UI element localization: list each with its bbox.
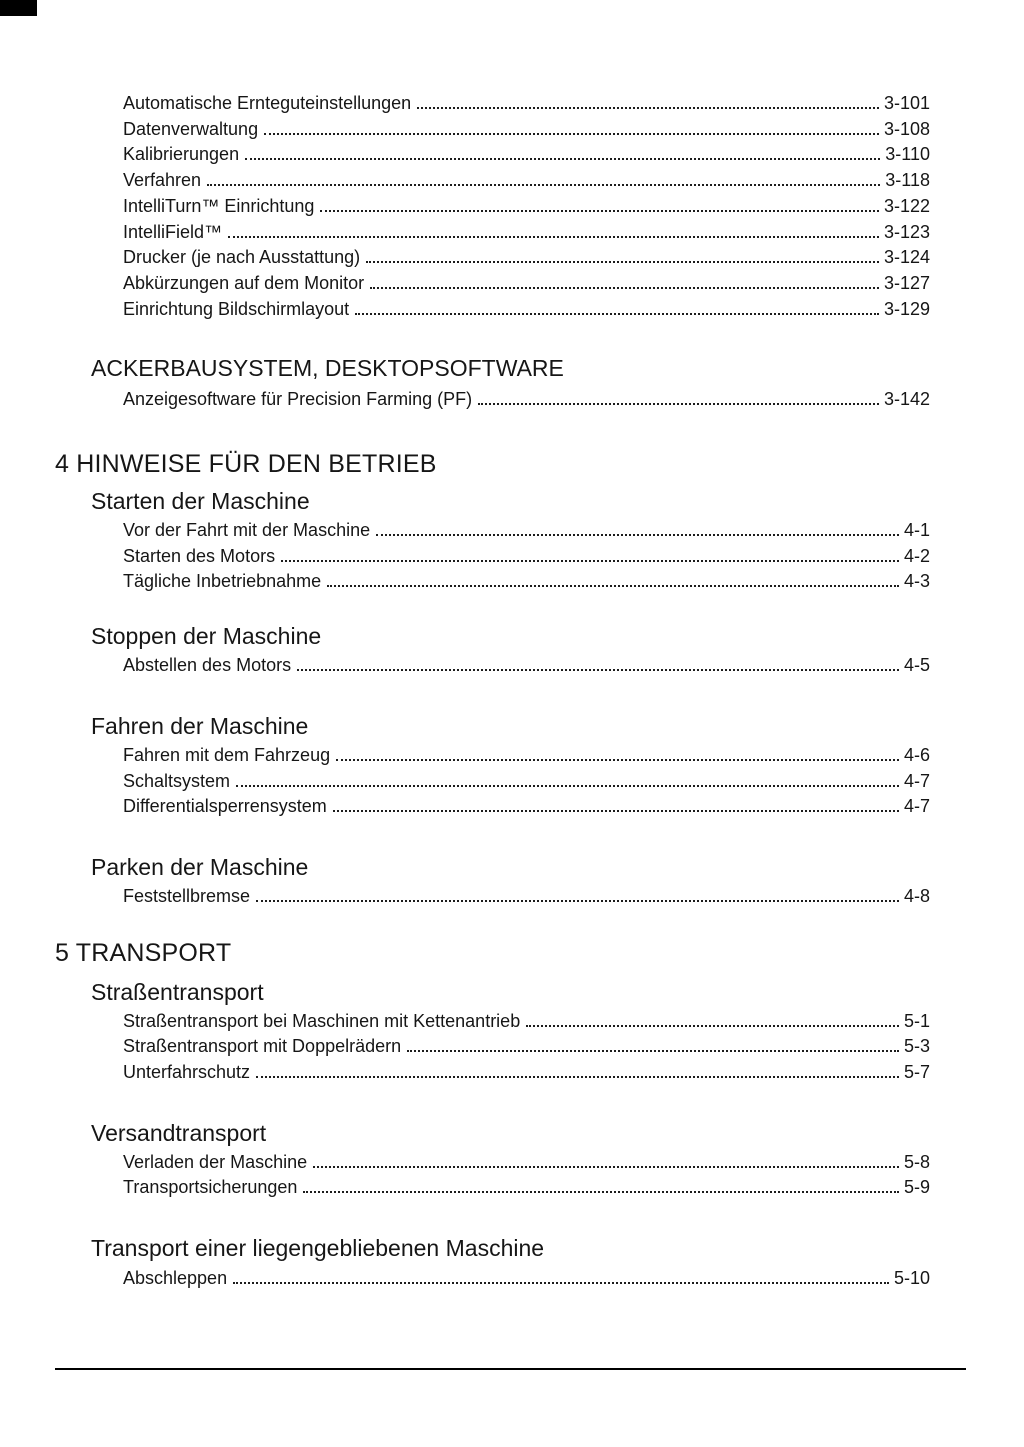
dot-leader — [333, 810, 899, 812]
toc-entry-page: 4-2 — [903, 545, 930, 566]
toc-entries — [0, 1266, 1024, 1292]
dot-leader — [228, 236, 879, 238]
section-heading: Versandtransport — [91, 1119, 267, 1146]
dot-leader — [256, 900, 899, 902]
toc-entries-chapter3 — [0, 91, 1024, 322]
toc-entries-ackerbausystem — [0, 387, 1024, 413]
toc-entry-label: Transportsicherungen — [123, 1177, 298, 1198]
footer-rule — [55, 1368, 966, 1370]
toc-entry-label: Differentialsperrensystem — [123, 796, 327, 817]
toc-entries — [0, 884, 1024, 910]
toc-entry-page: 5-7 — [903, 1062, 930, 1083]
toc-entry-label: Fahren mit dem Fahrzeug — [123, 744, 331, 765]
toc-entry-label: Tägliche Inbetriebnahme — [123, 571, 322, 592]
section-heading: Fahren der Maschine — [91, 712, 309, 739]
dot-leader — [366, 261, 879, 263]
dot-leader — [327, 585, 899, 587]
toc-entry-label: Vor der Fahrt mit der Maschine — [123, 520, 371, 541]
toc-entries — [0, 518, 1024, 595]
toc-entry — [123, 245, 930, 271]
toc-entry-page: 3-127 — [883, 272, 930, 293]
dot-leader — [336, 759, 899, 761]
toc-entry — [123, 271, 930, 297]
dot-leader — [236, 785, 899, 787]
toc-entry-page: 3-129 — [883, 298, 930, 319]
dot-leader — [376, 534, 899, 536]
dot-leader — [245, 158, 880, 160]
toc-entry-page: 4-1 — [903, 520, 930, 541]
chapter-heading-5: 5 TRANSPORT — [55, 938, 232, 967]
toc-entry — [123, 743, 930, 769]
toc-entry — [123, 569, 930, 595]
dot-leader — [407, 1050, 899, 1052]
toc-entry — [123, 769, 930, 795]
toc-entry — [123, 194, 930, 220]
section-heading: Straßentransport — [91, 978, 264, 1005]
dot-leader — [281, 560, 899, 562]
dot-leader — [526, 1025, 899, 1027]
toc-entry — [123, 168, 930, 194]
dot-leader — [370, 287, 879, 289]
chapter-heading-4: 4 HINWEISE FÜR DEN BETRIEB — [55, 450, 437, 479]
toc-entry — [123, 220, 930, 246]
toc-entry-page: 4-7 — [903, 796, 930, 817]
toc-entries — [0, 653, 1024, 679]
dot-leader — [264, 133, 879, 135]
toc-entry-page: 5-1 — [903, 1010, 930, 1031]
toc-entry-page: 4-8 — [903, 885, 930, 906]
toc-entry — [123, 653, 930, 679]
toc-entry — [123, 1060, 930, 1086]
toc-entry-label: Drucker (je nach Ausstattung) — [123, 247, 361, 268]
toc-entry-page: 4-5 — [903, 655, 930, 676]
toc-entry-label: Anzeigesoftware für Precision Farming (PF) — [123, 389, 473, 410]
section-heading: Parken der Maschine — [91, 853, 309, 880]
toc-entry-label: Datenverwaltung — [123, 118, 259, 139]
toc-entries — [0, 1009, 1024, 1086]
toc-entry — [123, 1175, 930, 1201]
toc-entry-label: IntelliTurn™ Einrichtung — [123, 195, 315, 216]
dot-leader — [256, 1076, 899, 1078]
toc-entry-label: Kalibrierungen — [123, 144, 240, 165]
toc-entry — [123, 1009, 930, 1035]
toc-entries — [0, 743, 1024, 820]
toc-entry — [123, 794, 930, 820]
dot-leader — [313, 1166, 899, 1168]
toc-entry — [123, 544, 930, 570]
dot-leader — [478, 403, 879, 405]
toc-entries — [0, 1150, 1024, 1201]
toc-entry-page: 3-123 — [883, 221, 930, 242]
toc-entry-page: 3-110 — [885, 144, 930, 165]
toc-entry-page: 5-8 — [903, 1151, 930, 1172]
section-heading: Starten der Maschine — [91, 488, 310, 515]
toc-entry-page: 5-3 — [903, 1036, 930, 1057]
dot-leader — [297, 669, 899, 671]
toc-entry — [123, 518, 930, 544]
toc-entry-label: Abkürzungen auf dem Monitor — [123, 272, 365, 293]
toc-entry-page: 4-3 — [903, 571, 930, 592]
dot-leader — [207, 184, 880, 186]
toc-entry-page: 5-10 — [893, 1268, 930, 1289]
toc-entry-label: IntelliField™ — [123, 221, 223, 242]
toc-entry-page: 3-118 — [885, 170, 930, 191]
toc-entry — [123, 297, 930, 323]
section-heading-ackerbausystem: ACKERBAUSYSTEM, DESKTOPSOFTWARE — [91, 355, 564, 382]
toc-entry — [123, 387, 930, 413]
section-heading: Transport einer liegengebliebenen Maschine — [91, 1235, 545, 1262]
toc-entry-label: Starten des Motors — [123, 545, 276, 566]
toc-entry-label: Straßentransport mit Doppelrädern — [123, 1036, 402, 1057]
toc-entry-label: Abschleppen — [123, 1268, 228, 1289]
toc-entry-label: Unterfahrschutz — [123, 1062, 251, 1083]
toc-entry-page: 4-7 — [903, 770, 930, 791]
dot-leader — [320, 210, 879, 212]
toc-entry — [123, 884, 930, 910]
toc-entry-label: Straßentransport bei Maschinen mit Kettenantrieb — [123, 1010, 521, 1031]
toc-entry-label: Automatische Ernteguteinstellungen — [123, 93, 412, 113]
toc-entry-page: 3-101 — [883, 93, 930, 113]
toc-entry — [123, 91, 930, 117]
toc-entry-page: 3-108 — [883, 118, 930, 139]
section-heading: Stoppen der Maschine — [91, 623, 322, 650]
toc-entry-label: Einrichtung Bildschirmlayout — [123, 298, 350, 319]
toc-entry-label: Verfahren — [123, 170, 202, 191]
toc-entry-label: Abstellen des Motors — [123, 655, 292, 676]
toc-entry-page: 3-124 — [883, 247, 930, 268]
toc-entry-label: Schaltsystem — [123, 770, 231, 791]
dot-leader — [233, 1282, 889, 1284]
toc-entry — [123, 142, 930, 168]
toc-entry — [123, 1034, 930, 1060]
toc-entry-page: 5-9 — [903, 1177, 930, 1198]
dot-leader — [417, 107, 879, 109]
toc-entry-label: Feststellbremse — [123, 885, 251, 906]
toc-entry-page: 3-122 — [883, 195, 930, 216]
toc-entry — [123, 1150, 930, 1176]
toc-entry-page: 4-6 — [903, 744, 930, 765]
dot-leader — [355, 313, 879, 315]
toc-entry — [123, 1266, 930, 1292]
toc-entry-page: 3-142 — [883, 389, 930, 410]
dot-leader — [303, 1191, 899, 1193]
toc-entry-label: Verladen der Maschine — [123, 1151, 308, 1172]
toc-entry — [123, 117, 930, 143]
